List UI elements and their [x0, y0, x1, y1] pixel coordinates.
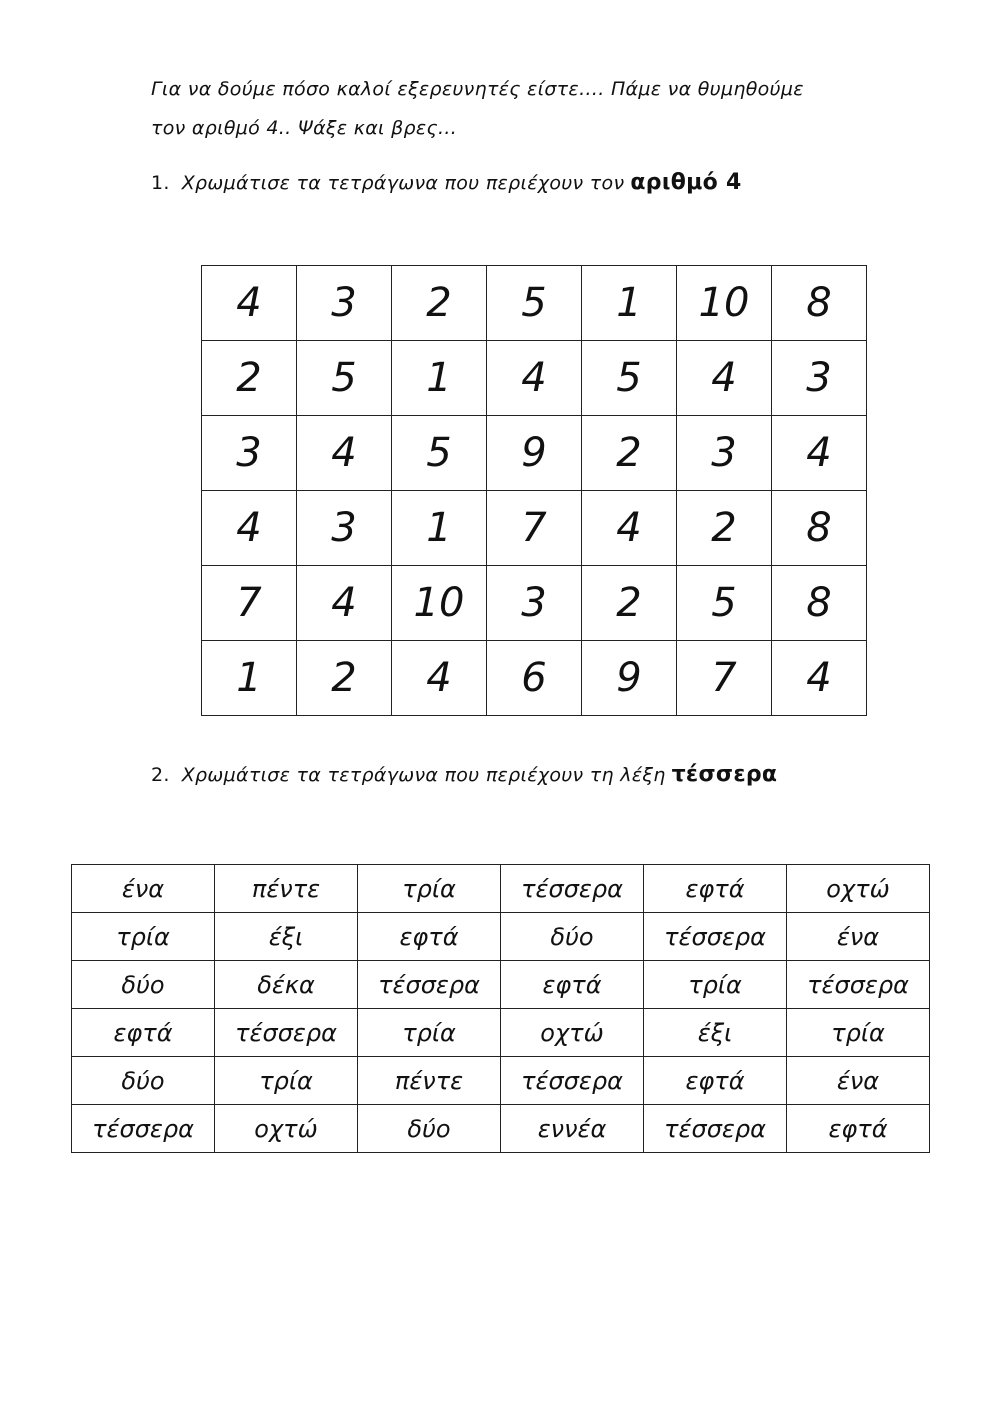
task-1-number: 1. — [151, 172, 170, 194]
word-grid-cell[interactable]: εφτά — [787, 1105, 930, 1153]
number-grid-cell[interactable]: 4 — [202, 266, 297, 341]
number-grid-cell[interactable]: 4 — [772, 641, 867, 716]
word-grid-cell[interactable]: ένα — [72, 865, 215, 913]
word-grid-cell[interactable]: ένα — [787, 1057, 930, 1105]
number-grid-row — [202, 416, 867, 491]
number-grid-cell[interactable]: 3 — [202, 416, 297, 491]
task-1-highlight: αριθμό 4 — [630, 170, 742, 195]
word-grid-cell[interactable]: έξι — [215, 913, 358, 961]
word-grid-cell[interactable]: έξι — [644, 1009, 787, 1057]
word-grid-row — [72, 913, 930, 961]
word-grid-cell[interactable]: εφτά — [358, 913, 501, 961]
number-grid-cell[interactable]: 3 — [297, 266, 392, 341]
number-grid-cell[interactable]: 2 — [582, 416, 677, 491]
number-grid-cell[interactable]: 4 — [202, 491, 297, 566]
number-grid-cell[interactable]: 7 — [677, 641, 772, 716]
intro-text — [151, 70, 911, 148]
number-grid-cell[interactable]: 5 — [487, 266, 582, 341]
number-grid-cell[interactable]: 4 — [772, 416, 867, 491]
word-grid-cell[interactable]: δύο — [72, 961, 215, 1009]
word-grid-cell[interactable]: τρία — [358, 865, 501, 913]
number-grid-row — [202, 266, 867, 341]
number-grid-cell[interactable]: 5 — [677, 566, 772, 641]
number-grid-row — [202, 641, 867, 716]
word-grid-cell[interactable]: οχτώ — [215, 1105, 358, 1153]
task-2-text: Χρωμάτισε τα τετράγωνα που περιέχουν τη λέξη — [181, 764, 666, 786]
number-grid-cell[interactable]: 2 — [392, 266, 487, 341]
word-grid-cell[interactable]: δέκα — [215, 961, 358, 1009]
word-grid-cell[interactable]: τρία — [358, 1009, 501, 1057]
intro-line-1: Για να δούμε πόσο καλοί εξερευνητές είστε…. Πάμε να θυμηθούμε — [151, 78, 804, 100]
number-grid-cell[interactable]: 4 — [392, 641, 487, 716]
word-grid-cell[interactable]: τέσσερα — [501, 1057, 644, 1105]
number-grid-cell[interactable]: 5 — [582, 341, 677, 416]
number-grid-cell[interactable]: 2 — [677, 491, 772, 566]
number-grid-cell[interactable]: 4 — [297, 416, 392, 491]
word-grid-cell[interactable]: δύο — [72, 1057, 215, 1105]
word-grid-cell[interactable]: τέσσερα — [787, 961, 930, 1009]
number-grid-cell[interactable]: 4 — [487, 341, 582, 416]
task-1-text: Χρωμάτισε τα τετράγωνα που περιέχουν τον — [181, 172, 625, 194]
number-grid-row — [202, 491, 867, 566]
task-1-instruction — [151, 170, 742, 195]
word-grid-cell[interactable]: τρία — [787, 1009, 930, 1057]
number-grid-cell[interactable]: 2 — [202, 341, 297, 416]
number-grid-cell[interactable]: 3 — [297, 491, 392, 566]
word-grid-cell[interactable]: τέσσερα — [72, 1105, 215, 1153]
number-grid-cell[interactable]: 4 — [297, 566, 392, 641]
number-grid-cell[interactable]: 4 — [677, 341, 772, 416]
word-grid-cell[interactable]: οχτώ — [787, 865, 930, 913]
word-grid-cell[interactable]: πέντε — [215, 865, 358, 913]
number-grid-cell[interactable]: 3 — [772, 341, 867, 416]
number-grid-cell[interactable]: 10 — [677, 266, 772, 341]
number-grid-cell[interactable]: 10 — [392, 566, 487, 641]
word-grid-row — [72, 961, 930, 1009]
word-grid-row — [72, 1009, 930, 1057]
word-grid — [71, 864, 930, 1153]
task-2-number: 2. — [151, 764, 170, 786]
number-grid-cell[interactable]: 7 — [487, 491, 582, 566]
number-grid-cell[interactable]: 7 — [202, 566, 297, 641]
word-grid-row — [72, 1057, 930, 1105]
word-grid-cell[interactable]: ένα — [787, 913, 930, 961]
number-grid-row — [202, 566, 867, 641]
number-grid-cell[interactable]: 6 — [487, 641, 582, 716]
word-grid-cell[interactable]: τέσσερα — [501, 865, 644, 913]
word-grid-cell[interactable]: εννέα — [501, 1105, 644, 1153]
number-grid-cell[interactable]: 3 — [487, 566, 582, 641]
number-grid-cell[interactable]: 5 — [297, 341, 392, 416]
number-grid-cell[interactable]: 8 — [772, 566, 867, 641]
number-grid-cell[interactable]: 2 — [582, 566, 677, 641]
word-grid-cell[interactable]: δύο — [358, 1105, 501, 1153]
word-grid-cell[interactable]: τέσσερα — [644, 1105, 787, 1153]
task-2-highlight: τέσσερα — [671, 762, 778, 787]
number-grid-cell[interactable]: 4 — [582, 491, 677, 566]
number-grid-cell[interactable]: 8 — [772, 266, 867, 341]
word-grid-cell[interactable]: εφτά — [644, 1057, 787, 1105]
number-grid-cell[interactable]: 1 — [202, 641, 297, 716]
number-grid-cell[interactable]: 3 — [677, 416, 772, 491]
number-grid-cell[interactable]: 8 — [772, 491, 867, 566]
task-2-instruction — [151, 762, 777, 787]
word-grid-cell[interactable]: εφτά — [72, 1009, 215, 1057]
number-grid-cell[interactable]: 1 — [392, 491, 487, 566]
number-grid-row — [202, 341, 867, 416]
word-grid-cell[interactable]: τρία — [215, 1057, 358, 1105]
number-grid-cell[interactable]: 2 — [297, 641, 392, 716]
number-grid-cell[interactable]: 1 — [582, 266, 677, 341]
word-grid-cell[interactable]: οχτώ — [501, 1009, 644, 1057]
intro-line-2: τον αριθμό 4.. Ψάξε και βρες… — [151, 117, 458, 139]
word-grid-cell[interactable]: τέσσερα — [644, 913, 787, 961]
number-grid-cell[interactable]: 5 — [392, 416, 487, 491]
word-grid-cell[interactable]: τέσσερα — [358, 961, 501, 1009]
word-grid-cell[interactable]: δύο — [501, 913, 644, 961]
word-grid-row — [72, 865, 930, 913]
number-grid-cell[interactable]: 9 — [582, 641, 677, 716]
number-grid-cell[interactable]: 9 — [487, 416, 582, 491]
word-grid-cell[interactable]: τρία — [644, 961, 787, 1009]
word-grid-cell[interactable]: εφτά — [644, 865, 787, 913]
word-grid-cell[interactable]: τέσσερα — [215, 1009, 358, 1057]
number-grid — [201, 265, 867, 716]
word-grid-cell[interactable]: εφτά — [501, 961, 644, 1009]
number-grid-cell[interactable]: 1 — [392, 341, 487, 416]
word-grid-cell[interactable]: πέντε — [358, 1057, 501, 1105]
word-grid-cell[interactable]: τρία — [72, 913, 215, 961]
word-grid-row — [72, 1105, 930, 1153]
